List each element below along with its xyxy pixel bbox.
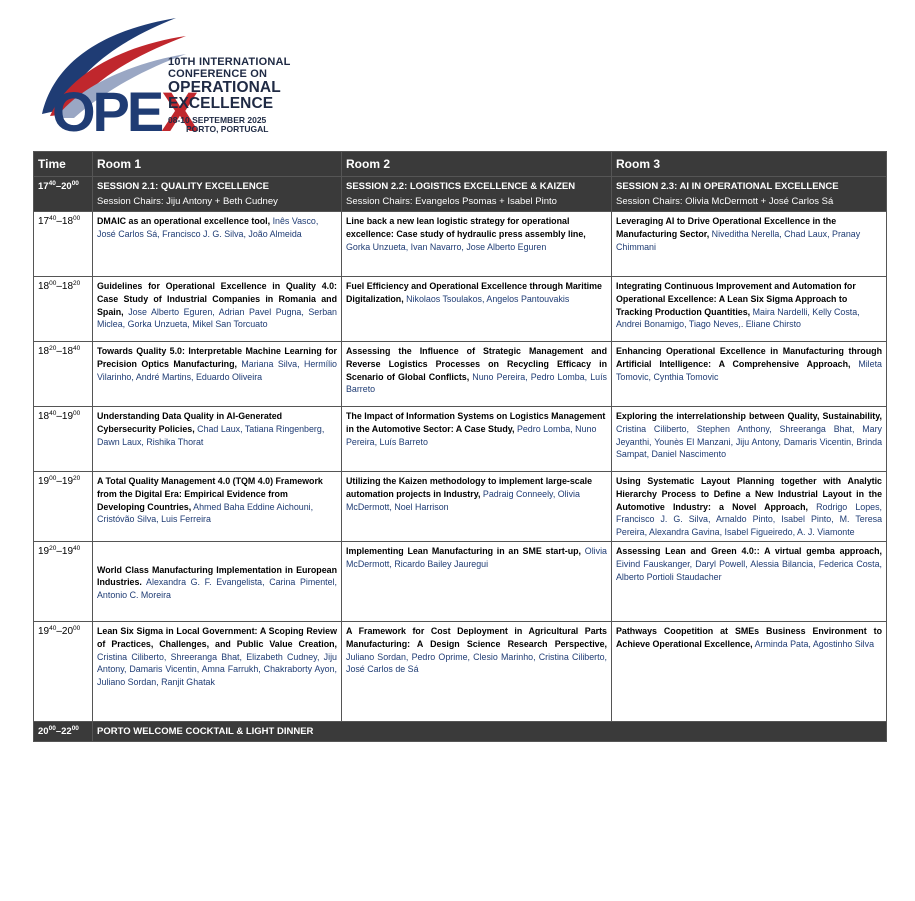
logo-word-ope: OPE: [52, 80, 162, 143]
header-room3: Room 3: [612, 152, 887, 177]
paper-cell: Assessing Lean and Green 4.0:: A virtual gemba approach, Eivind Fauskanger, Daryl Powell, Alessia Bilancia, Federica Costa, Alberto Portioli Staudacher: [612, 542, 887, 622]
paper-cell: Understanding Data Quality in AI-Generated Cybersecurity Policies, Chad Laux, Tatiana Ringenberg, Dawn Laux, Rishika Thorat: [93, 407, 342, 472]
table-header-row: [34, 152, 887, 177]
session-chairs: Session Chairs: Olivia McDermott + José Carlos Sá: [616, 195, 834, 207]
closing-time: $20^{00}-22^{00}$: [34, 722, 93, 741]
logo-word-x: X: [161, 80, 196, 143]
table-row: [34, 542, 887, 622]
slot-time: $18^{20}-18^{40}$: [34, 342, 93, 407]
conference-dates: 08-10 SEPTEMBER 2025: [168, 114, 267, 125]
paper-cell: A Framework for Cost Deployment in Agricultural Parts Manufacturing: A Design Science Research Perspective, Juliano Sordan, Pedro Oprime, Clesio Marinho, Cristina Ciliberto, José Carlos de Sá: [342, 622, 612, 722]
paper-cell: Lean Six Sigma in Local Government: A Scoping Review of Practices, Challenges, and Public Value Creation, Cristina Ciliberto, Shreeranga Bhat, Elizabeth Cudney, Jiju Antony, Damaris Vicentin, Amna Farrukh, Chakraborty Ayon, Juliano Sordan, Ranjit Ghatak: [93, 622, 342, 722]
session-name: SESSION 2.1: QUALITY EXCELLENCE: [97, 181, 269, 193]
conference-line3: OPERATIONAL: [168, 79, 281, 97]
slot-time: $18^{00}-18^{20}$: [34, 277, 93, 342]
conference-title-block: [168, 57, 291, 133]
table-row: [34, 277, 887, 342]
table-row: [34, 622, 887, 722]
paper-cell: Assessing the Influence of Strategic Management and Reverse Logistics Processes on Recycling Efficacy in Scenario of Global Conflicts, Nuno Pereira, Pedro Lomba, Luís Barreto: [342, 342, 612, 407]
paper-cell: Fuel Efficiency and Operational Excellence through Maritime Digitalization, Nikolaos Tsoulakos, Angelos Pantouvakis: [342, 277, 612, 342]
closing-label: PORTO WELCOME COCKTAIL & LIGHT DINNER: [93, 722, 887, 741]
paper-cell: Line back a new lean logistic strategy for operational excellence: Case study of hydraulic press assembly line, Gorka Unzueta, Ivan Navarro, Jose Alberto Eguren: [342, 212, 612, 277]
paper-cell: Integrating Continuous Improvement and Automation for Operational Excellence: A Lean Six Sigma Approach to Tracking Production Quantities, Maira Nardelli, Kelly Costa, Andrei Bonamigo, Tiago Neves,. Eliane Chirsto: [612, 277, 887, 342]
header-room1: Room 1: [93, 152, 342, 177]
slot-time: $17^{40}-18^{00}$: [34, 212, 93, 277]
table-row: [34, 212, 887, 277]
conference-line4: EXCELLENCE: [168, 95, 274, 113]
session-room2: [342, 177, 612, 212]
paper-cell: Implementing Lean Manufacturing in an SME start-up, Olivia McDermott, Ricardo Bailey Jauregui: [342, 542, 612, 622]
paper-cell: Guidelines for Operational Excellence in Quality 4.0: Case Study of Industrial Companies in Romania and Spain, Jose Alberto Eguren, Adrian Pavel Pugna, Serban Miclea, Gorka Unzueta, Mikel San Torcuato: [93, 277, 342, 342]
paper-cell: A Total Quality Management 4.0 (TQM 4.0) Framework from the Digital Era: Empirical Evidence from Developing Countries, Ahmed Baha Eddine Aichouni, Cristóvão Silva, Luis Ferreira: [93, 472, 342, 542]
conference-line1: 10TH INTERNATIONAL: [168, 56, 291, 68]
paper-cell: Leveraging AI to Drive Operational Excellence in the Manufacturing Sector, Niveditha Nerella, Chad Laux, Pranay Chimmani: [612, 212, 887, 277]
table-row: [34, 407, 887, 472]
session-chairs: Session Chairs: Jiju Antony + Beth Cudney: [97, 195, 278, 207]
slot-time: $19^{20}-19^{40}$: [34, 542, 93, 622]
paper-cell: Enhancing Operational Excellence in Manufacturing through Artificial Intelligence: A Comprehensive Approach, Mileta Tomovic, Cynthia Tomovic: [612, 342, 887, 407]
table-row: [34, 472, 887, 542]
session-chairs: Session Chairs: Evangelos Psomas + Isabel Pinto: [346, 195, 557, 207]
paper-cell: World Class Manufacturing Implementation in European Industries. Alexandra G. F. Evangelista, Carina Pimentel, Antonio C. Moreira: [93, 542, 342, 622]
paper-cell: Utilizing the Kaizen methodology to implement large-scale automation projects in Industry, Padraig Conneely, Olivia McDermott, Noel Harrison: [342, 472, 612, 542]
slot-time: $18^{40}-19^{00}$: [34, 407, 93, 472]
session-name: SESSION 2.2: LOGISTICS EXCELLENCE & KAIZEN: [346, 181, 576, 193]
paper-cell: Pathways Coopetition at SMEs Business Environment to Achieve Operational Excellence, Arminda Pata, Agostinho Silva: [612, 622, 887, 722]
session-name: SESSION 2.3: AI IN OPERATIONAL EXCELLENCE: [616, 181, 839, 193]
table-row: [34, 342, 887, 407]
paper-cell: The Impact of Information Systems on Logistics Management in the Automotive Sector: A Case Study, Pedro Lomba, Nuno Pereira, Luís Barreto: [342, 407, 612, 472]
paper-cell: DMAIC as an operational excellence tool, Inês Vasco, José Carlos Sá, Francisco J. G. Silva, João Almeida: [93, 212, 342, 277]
header-room2: Room 2: [342, 152, 612, 177]
paper-cell: Exploring the interrelationship between Quality, Sustainability, Cristina Ciliberto, Stephen Anthony, Shreeranga Bhat, Mary Jeyanthi, Younès El Manzani, Jiju Antony, Damaris Vicentin, Brinda Sampat, Daniel Nascimento: [612, 407, 887, 472]
header-time: Time: [34, 152, 93, 177]
paper-cell: Towards Quality 5.0: Interpretable Machine Learning for Precision Optics Manufacturing, Mariana Silva, Hermílio Vilarinho, André Martins, Eduardo Oliveira: [93, 342, 342, 407]
session-time: $17^{40}-20^{00}$: [34, 177, 93, 212]
session-room3: [612, 177, 887, 212]
slot-time: $19^{00}-19^{20}$: [34, 472, 93, 542]
schedule-table: [33, 151, 887, 742]
slot-time: $19^{40}-20^{00}$: [34, 622, 93, 722]
session-row: [34, 177, 887, 212]
closing-row: [34, 722, 887, 741]
conference-line2: CONFERENCE ON: [168, 67, 268, 80]
conference-place: PORTO, PORTUGAL: [186, 123, 269, 134]
paper-cell: Using Systematic Layout Planning together with Analytic Hierarchy Process to Define a New Industrial Layout in the Automotive Industry: a Novel Approach, Rodrigo Lopes, Francisco J. G. Silva, Arnaldo Pinto, Isabel Pinto, M. Teresa Pereira, Alexandra Gavina, Isabel Figueiredo, A. J. Viamonte: [612, 472, 887, 542]
session-room1: [93, 177, 342, 212]
